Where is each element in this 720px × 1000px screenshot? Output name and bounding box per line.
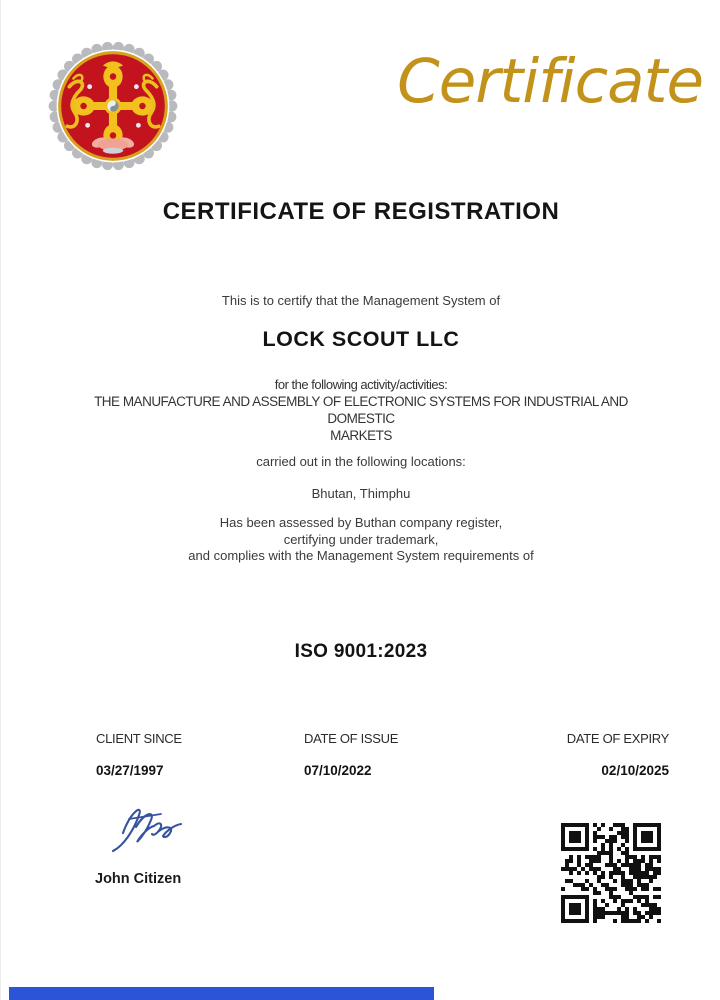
assessment-line: certifying under trademark, — [283, 531, 439, 547]
activity-description — [1, 393, 720, 444]
date-of-expiry-label: DATE OF EXPIRY — [566, 731, 669, 746]
page-title: CERTIFICATE OF REGISTRATION — [162, 198, 560, 225]
bhutan-emblem-icon — [47, 40, 179, 177]
assessment-line: Has been assessed by Buthan company register, — [219, 515, 503, 530]
activity-line: MARKETS — [330, 428, 392, 443]
location-value: Bhutan, Thimphu — [311, 486, 411, 501]
date-of-expiry-value: 02/10/2025 — [601, 763, 669, 778]
footer-accent-bar — [9, 987, 434, 1000]
certificate-script-title: Certificate — [397, 46, 703, 117]
date-of-issue-value: 07/10/2022 — [304, 763, 372, 778]
signatory-name: John Citizen — [95, 871, 182, 887]
signature-icon — [99, 799, 189, 862]
company-name: LOCK SCOUT LLC — [262, 327, 460, 351]
assessment-statement — [1, 515, 720, 565]
locations-intro-text: carried out in the following locations: — [256, 454, 466, 469]
activity-intro-text: for the following activity/activities: — [274, 377, 448, 392]
date-of-expiry-column — [567, 731, 669, 778]
client-since-label: CLIENT SINCE — [96, 731, 182, 746]
qr-code — [561, 823, 661, 923]
client-since-column — [96, 731, 182, 778]
date-of-issue-column — [304, 731, 398, 778]
activity-line: DOMESTIC — [327, 411, 395, 426]
certify-intro-text: This is to certify that the Management System of — [221, 293, 501, 308]
client-since-value: 03/27/1997 — [96, 763, 164, 778]
iso-standard: ISO 9001:2023 — [294, 641, 428, 662]
activity-line: THE MANUFACTURE AND ASSEMBLY OF ELECTRONIC SYSTEMS FOR INDUSTRIAL AND — [94, 394, 628, 409]
assessment-line: and complies with the Management System requirements of — [188, 548, 534, 563]
date-of-issue-label: DATE OF ISSUE — [304, 731, 399, 746]
